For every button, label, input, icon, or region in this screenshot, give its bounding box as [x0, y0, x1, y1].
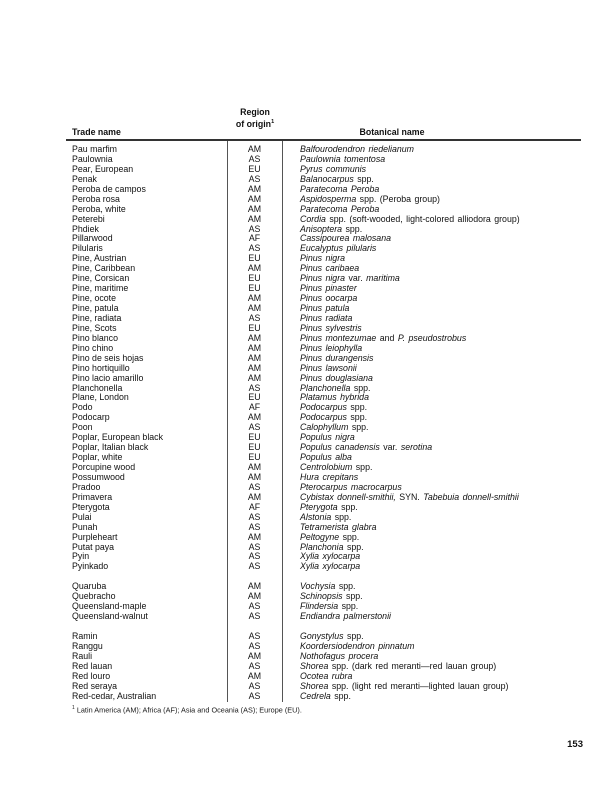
- botanical-name-roman-segment: var.: [383, 442, 401, 453]
- region-of-origin-cell: AS: [248, 521, 261, 532]
- botanical-name-italic-segment: Pinus leiophylla: [300, 342, 363, 353]
- botanical-name-italic-segment: Xylia xylocarpa: [300, 561, 361, 572]
- trade-name-cell: Poplar, European black: [72, 432, 163, 443]
- trade-name-cell: Red-cedar, Australian: [72, 690, 157, 701]
- botanical-name-italic-segment: Aspidosperma: [300, 193, 357, 204]
- trade-name-cell: Poplar, Italian black: [72, 442, 149, 453]
- botanical-name-italic-segment: serotina: [400, 442, 433, 453]
- trade-name-cell: Pyinkado: [72, 561, 109, 572]
- botanical-name-roman-segment: spp.: [343, 541, 364, 552]
- trade-name-cell: Punah: [72, 521, 98, 532]
- trade-name-cell: Podocarp: [72, 412, 110, 423]
- trade-name-cell: Peroba de campos: [72, 183, 146, 194]
- trade-name-cell: Porcupine wood: [72, 462, 136, 472]
- botanical-name-roman-segment: SYN.: [395, 491, 424, 502]
- table-section: [66, 632, 581, 702]
- botanical-name-italic-segment: Platamus hybrida: [300, 392, 369, 403]
- region-of-origin-cell: EU: [248, 283, 261, 294]
- botanical-name-roman-segment: spp.: [343, 631, 364, 642]
- botanical-name-italic-segment: Cybistax donnell-smithii,: [300, 491, 396, 502]
- trade-name-cell: Pino chino: [72, 342, 114, 353]
- page-number: 153: [567, 739, 583, 750]
- region-of-origin-cell: EU: [248, 432, 261, 443]
- botanical-name-roman-segment: and: [376, 332, 398, 343]
- botanical-name-italic-segment: Alstonia: [300, 511, 332, 522]
- trade-name-cell: Pau marfim: [72, 144, 117, 154]
- botanical-name-italic-segment: Paulownia tomentosa: [300, 153, 386, 164]
- botanical-name-italic-segment: Planchonella: [300, 382, 351, 393]
- region-of-origin-cell: AM: [247, 372, 262, 383]
- botanical-name-roman-segment: spp.: [348, 422, 369, 433]
- botanical-name-italic-segment: Endiandra palmerstonii: [300, 611, 391, 622]
- region-of-origin-cell: AM: [247, 342, 262, 353]
- trade-name-cell: Pyin: [72, 551, 90, 562]
- trade-name-cell: Pino de seis hojas: [72, 352, 144, 363]
- botanical-name-cell: [300, 612, 391, 622]
- botanical-name-italic-segment: P. pseudostrobus: [397, 332, 467, 343]
- trade-name-cell: Peterebi: [72, 213, 105, 224]
- region-of-origin-cell: AM: [247, 332, 262, 343]
- trade-name-cell: Planchonella: [72, 382, 123, 393]
- botanical-name-italic-segment: Balfourodendron riedelianum: [300, 144, 414, 154]
- region-of-origin-cell: EU: [248, 253, 261, 264]
- region-of-origin-cell: AS: [248, 551, 261, 562]
- trade-name-cell: Pine, Corsican: [72, 273, 130, 284]
- trade-name-cell: Quebracho: [72, 591, 116, 602]
- botanical-name-italic-segment: Cedrela: [300, 690, 331, 701]
- table-section: [66, 145, 581, 572]
- trade-name-cell: Queensland-maple: [72, 601, 147, 612]
- botanical-name-italic-segment: Eucalyptus pilularis: [300, 243, 377, 254]
- region-of-origin-cell: AM: [247, 293, 262, 304]
- region-of-origin-cell: AS: [248, 680, 261, 691]
- botanical-name-italic-segment: Populus canadensis: [300, 442, 384, 453]
- region-of-origin-cell: EU: [248, 163, 261, 174]
- trade-name-cell: Queensland-walnut: [72, 611, 148, 622]
- region-of-origin-cell: AM: [247, 581, 262, 592]
- table-section: [66, 582, 581, 622]
- trade-name-cell: Pine, maritime: [72, 283, 129, 294]
- trade-name-cell: Phdiek: [72, 223, 99, 234]
- trade-name-cell: Pine, patula: [72, 303, 119, 313]
- botanical-name-italic-segment: Podocarpus: [300, 402, 347, 413]
- botanical-name-italic-segment: Xylia xylocarpa: [300, 551, 361, 562]
- botanical-name-italic-segment: Nothofagus procera: [300, 650, 379, 661]
- botanical-name-roman-segment: spp.: [335, 581, 356, 592]
- region-of-origin-cell: AM: [247, 412, 262, 423]
- botanical-name-italic-segment: Balanocarpus: [300, 173, 354, 184]
- botanical-name-italic-segment: Pinus pinaster: [300, 283, 357, 294]
- botanical-name-italic-segment: Pinus montezumae: [300, 332, 377, 343]
- botanical-name-italic-segment: Tetramerista glabra: [300, 521, 377, 532]
- trade-name-cell: Paulownia: [72, 153, 113, 164]
- botanical-name-italic-segment: Pinus nigra: [300, 253, 346, 264]
- trade-name-cell: Pine, Austrian: [72, 253, 127, 264]
- region-of-origin-cell: AM: [247, 362, 262, 373]
- botanical-name-roman-segment: spp. (soft-wooded, light-colored alliodora group): [325, 213, 520, 224]
- region-of-origin-cell: AS: [248, 611, 261, 622]
- trade-name-cell: Pradoo: [72, 481, 101, 492]
- column-header-region-line1: Region: [240, 107, 270, 117]
- trade-name-cell: Quaruba: [72, 581, 107, 592]
- botanical-name-italic-segment: Gonystylus: [300, 631, 344, 642]
- trade-name-cell: Pear, European: [72, 163, 134, 174]
- botanical-name-roman-segment: spp.: [352, 462, 373, 472]
- botanical-name-italic-segment: Cordia: [300, 213, 326, 224]
- table-row: [66, 692, 581, 702]
- table-header-rule: [66, 139, 581, 141]
- botanical-name-roman-segment: spp.: [346, 402, 368, 413]
- region-of-origin-cell: AF: [248, 233, 261, 244]
- region-of-origin-cell: AM: [247, 352, 262, 363]
- botanical-name-italic-segment: Vochysia: [300, 581, 336, 592]
- botanical-name-italic-segment: Shorea: [300, 660, 329, 671]
- region-of-origin-cell: AS: [248, 690, 261, 701]
- botanical-name-italic-segment: Anisoptera: [300, 223, 343, 234]
- botanical-name-italic-segment: Pinus nigra: [300, 273, 349, 284]
- region-of-origin-cell: AM: [247, 183, 262, 194]
- region-of-origin-cell: AS: [248, 641, 261, 651]
- botanical-name-roman-segment: spp.: [339, 531, 360, 542]
- botanical-name-italic-segment: Calophyllum: [300, 422, 349, 433]
- region-of-origin-cell: AS: [248, 223, 261, 234]
- trade-name-cell: Ranggu: [72, 641, 103, 651]
- botanical-name-italic-segment: Pinus durangensis: [300, 352, 374, 363]
- trade-name-cell: Pine, radiata: [72, 312, 122, 323]
- region-of-origin-cell: AS: [248, 601, 261, 612]
- region-of-origin-cell: AS: [248, 631, 261, 642]
- botanical-name-italic-segment: Paratecoma Peroba: [300, 203, 380, 214]
- region-of-origin-cell: AF: [248, 501, 261, 512]
- region-of-origin-cell: AS: [248, 243, 261, 254]
- botanical-name-roman-segment: spp.: [353, 173, 374, 184]
- botanical-name-italic-segment: Koordersiodendron pinnatum: [300, 641, 415, 651]
- botanical-name-italic-segment: Pinus douglasiana: [300, 372, 373, 383]
- table-body: [66, 145, 581, 702]
- botanical-name-italic-segment: Pinus lawsonii: [300, 362, 357, 373]
- trade-name-cell: Pulai: [72, 511, 92, 522]
- botanical-name-roman-segment: spp. (dark red meranti—red lauan group): [328, 660, 497, 671]
- botanical-name-italic-segment: Tabebuia donnell-smithii: [423, 491, 519, 502]
- trade-name-cell: Possumwood: [72, 471, 125, 482]
- trade-name-cell: Pterygota: [72, 501, 110, 512]
- trade-name-cell: Ramin: [72, 631, 98, 642]
- botanical-name-italic-segment: Pinus patula: [300, 303, 350, 313]
- botanical-name-italic-segment: Populus nigra: [300, 432, 355, 443]
- botanical-name-roman-segment: spp.: [330, 690, 351, 701]
- column-header-trade-name: Trade name: [72, 127, 121, 137]
- botanical-name-roman-segment: spp.: [337, 501, 358, 512]
- botanical-name-italic-segment: Schinopsis: [300, 591, 343, 602]
- botanical-name-roman-segment: spp.: [346, 412, 368, 423]
- botanical-name-roman-segment: spp.: [338, 601, 359, 612]
- botanical-name-roman-segment: spp. (light red meranti—lighted lauan group): [328, 680, 509, 691]
- trade-name-cell: Peroba rosa: [72, 193, 120, 204]
- region-of-origin-cell: AS: [248, 312, 261, 323]
- trade-name-cell: Pino blanco: [72, 332, 118, 343]
- region-of-origin-cell: AS: [248, 561, 261, 572]
- trade-name-cell: Plane, London: [72, 392, 129, 403]
- botanical-name-roman-segment: var.: [348, 273, 367, 284]
- region-of-origin-cell: AM: [247, 471, 262, 482]
- botanical-name-italic-segment: Hura crepitans: [300, 471, 359, 482]
- botanical-name-italic-segment: Planchonia: [300, 541, 344, 552]
- botanical-name-italic-segment: Flindersia: [300, 601, 339, 612]
- trade-name-cell: Pine, ocote: [72, 293, 117, 304]
- footnote-text: Latin America (AM); Africa (AF); Asia and Oceania (AS); Europe (EU).: [76, 705, 302, 715]
- botanical-name-roman-segment: spp. (Peroba group): [356, 193, 440, 204]
- region-of-origin-cell: AM: [247, 650, 262, 661]
- region-of-origin-cell: AS: [248, 173, 261, 184]
- trade-name-cell: Primavera: [72, 491, 113, 502]
- botanical-name-cell: [300, 562, 360, 572]
- botanical-name-roman-segment: spp.: [331, 511, 352, 522]
- region-of-origin-cell: AM: [247, 303, 262, 313]
- trade-name-cell: Pino lacio amarillo: [72, 372, 144, 383]
- region-of-origin-cell: AS: [248, 422, 261, 433]
- botanical-name-roman-segment: spp.: [342, 223, 363, 234]
- region-of-origin-cell: AS: [248, 511, 261, 522]
- trade-name-cell: Poplar, white: [72, 452, 123, 463]
- trade-name-cell: Pine, Scots: [72, 322, 117, 333]
- region-of-origin-cell: EU: [248, 273, 261, 284]
- trade-name-cell: Red louro: [72, 670, 111, 681]
- region-of-origin-cell: AS: [248, 382, 261, 393]
- column-header-botanical-name: Botanical name: [359, 127, 425, 137]
- botanical-name-italic-segment: Paratecoma Peroba: [300, 183, 380, 194]
- botanical-name-italic-segment: Pterygota: [300, 501, 338, 512]
- region-of-origin-cell: AS: [248, 153, 261, 164]
- region-of-origin-cell: AS: [248, 660, 261, 671]
- botanical-name-italic-segment: maritima: [366, 273, 400, 284]
- botanical-name-italic-segment: Pinus radiata: [300, 312, 353, 323]
- botanical-name-roman-segment: spp.: [342, 591, 363, 602]
- region-of-origin-cell: AM: [247, 263, 262, 274]
- botanical-name-italic-segment: Pinus sylvestris: [300, 322, 362, 333]
- region-of-origin-cell: AM: [247, 213, 262, 224]
- footnote-reference-mark: 1: [271, 119, 275, 125]
- trade-name-cell: Purpleheart: [72, 531, 118, 542]
- trade-name-cell: Putat paya: [72, 541, 115, 552]
- botanical-name-italic-segment: Cassipourea malosana: [300, 233, 391, 244]
- trade-name-cell: Penak: [72, 173, 97, 184]
- trade-name-cell: Peroba, white: [72, 203, 126, 214]
- trade-name-cell: Pino hortiquillo: [72, 362, 130, 373]
- trade-name-cell: Rauli: [72, 650, 93, 661]
- region-of-origin-cell: AM: [247, 203, 262, 214]
- trade-name-cell: Podo: [72, 402, 93, 413]
- region-of-origin-cell: EU: [248, 452, 261, 463]
- trade-name-cell: Red lauan: [72, 660, 113, 671]
- botanical-name-italic-segment: Pterocarpus macrocarpus: [300, 481, 402, 492]
- botanical-name-cell: [300, 692, 351, 702]
- table-row: [66, 612, 581, 622]
- column-header-region-line2: of origin$^1$: [235, 118, 275, 129]
- region-of-origin-cell: AM: [247, 531, 262, 542]
- botanical-name-italic-segment: Populus alba: [300, 452, 352, 463]
- region-of-origin-cell: AS: [248, 481, 261, 492]
- trade-name-cell: Pine, Caribbean: [72, 263, 136, 274]
- region-of-origin-cell: AF: [248, 402, 261, 413]
- region-of-origin-cell: AM: [247, 670, 262, 681]
- footnote-marker: 1: [72, 705, 75, 711]
- region-of-origin-cell: AM: [247, 144, 262, 154]
- trade-name-cell: Red seraya: [72, 680, 117, 691]
- region-of-origin-cell: AM: [247, 462, 262, 472]
- table-row: [66, 562, 581, 572]
- region-of-origin-cell: AM: [247, 591, 262, 602]
- botanical-name-italic-segment: Podocarpus: [300, 412, 347, 423]
- region-of-origin-cell: EU: [248, 322, 261, 333]
- botanical-name-italic-segment: Ocotea rubra: [300, 670, 353, 681]
- botanical-name-roman-segment: spp.: [350, 382, 371, 393]
- region-of-origin-cell: AM: [247, 491, 262, 502]
- botanical-name-italic-segment: Pinus caribaea: [300, 263, 360, 274]
- region-of-origin-cell: AS: [248, 541, 261, 552]
- region-of-origin-cell: AM: [247, 193, 262, 204]
- botanical-name-italic-segment: Pinus oocarpa: [300, 293, 358, 304]
- region-of-origin-cell: EU: [248, 392, 261, 403]
- trade-name-cell: Pillarwood: [72, 233, 113, 244]
- botanical-name-italic-segment: Pyrus communis: [300, 163, 367, 174]
- trade-name-cell: Pilularis: [72, 243, 103, 254]
- botanical-name-italic-segment: Peltogyne: [300, 531, 340, 542]
- footnote: [72, 705, 302, 714]
- column-header-region: [227, 107, 283, 129]
- botanical-name-italic-segment: Centrolobium: [300, 462, 353, 472]
- botanical-name-italic-segment: Shorea: [300, 680, 329, 691]
- trade-name-cell: Poon: [72, 422, 93, 433]
- region-of-origin-cell: EU: [248, 442, 261, 453]
